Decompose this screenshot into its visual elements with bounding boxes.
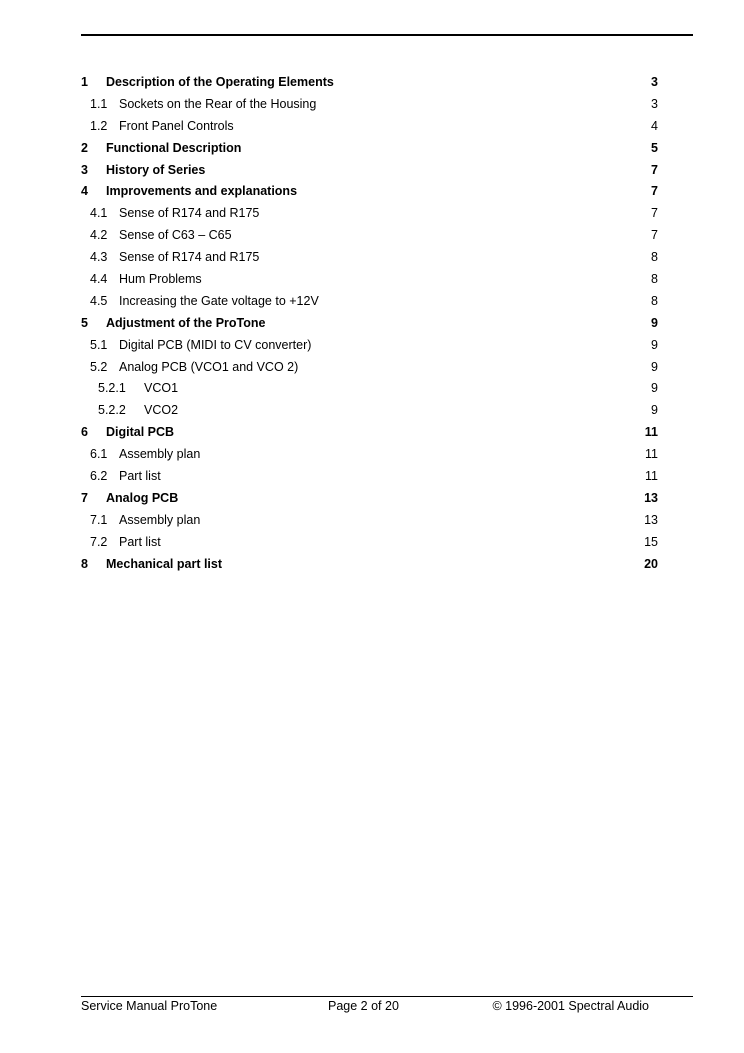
toc-entry-page: 7 bbox=[651, 228, 658, 243]
toc-entry[interactable] bbox=[81, 116, 658, 138]
toc-entry-num: 5 bbox=[81, 315, 88, 330]
toc-entry-title: Increasing the Gate voltage to +12V bbox=[119, 293, 319, 308]
toc-entry-num: 4.3 bbox=[90, 250, 108, 265]
toc-entry[interactable] bbox=[81, 554, 658, 576]
toc-entry-page: 11 bbox=[644, 425, 658, 440]
toc-entry-page: 9 bbox=[651, 359, 658, 374]
toc-entry-page: 5 bbox=[651, 140, 658, 155]
toc-entry[interactable] bbox=[81, 510, 658, 532]
toc-entry-num: 1.2 bbox=[90, 118, 108, 133]
toc-entry[interactable] bbox=[81, 466, 658, 488]
toc-entry-page: 13 bbox=[644, 512, 658, 527]
toc-entry[interactable] bbox=[81, 291, 658, 313]
toc-entry-page: 9 bbox=[651, 337, 658, 352]
toc-entry-title: Sense of R174 and R175 bbox=[119, 250, 260, 265]
footer-copyright: © 1996-2001 Spectral Audio bbox=[492, 999, 649, 1013]
toc-entry[interactable] bbox=[81, 444, 658, 466]
toc-entry[interactable] bbox=[81, 138, 658, 160]
toc-entry-page: 7 bbox=[651, 184, 658, 199]
toc-entry-num: 6.2 bbox=[90, 469, 108, 484]
toc-entry[interactable] bbox=[81, 532, 658, 554]
toc-entry[interactable] bbox=[81, 94, 658, 116]
toc-entry-num: 5.1 bbox=[90, 337, 108, 352]
toc-entry-title: VCO1 bbox=[144, 381, 179, 396]
toc-entry-page: 4 bbox=[651, 118, 658, 133]
toc-entry-title: VCO2 bbox=[144, 403, 179, 418]
toc-entry-title: Analog PCB (VCO1 and VCO 2) bbox=[119, 359, 299, 374]
toc-entry-title: Front Panel Controls bbox=[119, 118, 234, 133]
toc-entry[interactable] bbox=[81, 225, 658, 247]
toc-entry-num: 5.2 bbox=[90, 359, 108, 374]
toc-entry-page: 8 bbox=[651, 272, 658, 287]
toc-entry-num: 1 bbox=[81, 75, 88, 89]
toc-entry-page: 8 bbox=[651, 250, 658, 265]
toc-entry-title: Analog PCB bbox=[106, 490, 179, 505]
toc-entry[interactable] bbox=[81, 488, 658, 510]
header-rule bbox=[81, 34, 693, 36]
toc-entry-num: 8 bbox=[81, 556, 88, 571]
toc-entry-num: 4.4 bbox=[90, 272, 108, 287]
toc-entry-page: 9 bbox=[651, 403, 658, 418]
toc-entry-title: Digital PCB bbox=[106, 425, 175, 440]
toc-entry-title: Description of the Operating Elements bbox=[106, 75, 334, 89]
toc-entry-num: 5.2.1 bbox=[98, 381, 126, 396]
toc-entry-page: 3 bbox=[651, 75, 658, 89]
toc-entry-page: 11 bbox=[645, 469, 658, 484]
toc-entry-num: 4.1 bbox=[90, 206, 108, 221]
toc-entry-page: 9 bbox=[651, 315, 658, 330]
toc-entry-title: Assembly plan bbox=[119, 512, 201, 527]
toc-entry-num: 7.1 bbox=[90, 512, 108, 527]
toc-entry-page: 13 bbox=[644, 490, 658, 505]
toc-entry[interactable] bbox=[81, 357, 658, 379]
toc-entry[interactable] bbox=[81, 378, 658, 400]
toc-entry-num: 7 bbox=[81, 490, 88, 505]
toc-entry-title: Digital PCB (MIDI to CV converter) bbox=[119, 337, 312, 352]
toc-entry[interactable] bbox=[81, 422, 658, 444]
toc-entry[interactable] bbox=[81, 313, 658, 335]
toc-entry-title: History of Series bbox=[106, 162, 206, 177]
toc-entry-title: Sense of C63 – C65 bbox=[119, 228, 232, 243]
toc-entry-page: 11 bbox=[645, 447, 658, 462]
toc-entry-title: Part list bbox=[119, 534, 161, 549]
toc-entry-page: 15 bbox=[644, 534, 658, 549]
toc-entry-title: Sense of R174 and R175 bbox=[119, 206, 260, 221]
toc-entry-num: 2 bbox=[81, 140, 88, 155]
toc-entry-title: Part list bbox=[119, 469, 161, 484]
toc-entry-num: 7.2 bbox=[90, 534, 108, 549]
toc-entry-title: Functional Description bbox=[106, 140, 242, 155]
toc-entry-page: 20 bbox=[644, 556, 658, 571]
toc-entry-page: 3 bbox=[651, 96, 658, 111]
toc-entry-num: 4.5 bbox=[90, 293, 108, 308]
toc-entry[interactable] bbox=[81, 247, 658, 269]
toc-entry-title: Hum Problems bbox=[119, 272, 202, 287]
toc-entry[interactable] bbox=[81, 181, 658, 203]
toc-entry[interactable] bbox=[81, 269, 658, 291]
toc-entry-num: 6.1 bbox=[90, 447, 108, 462]
toc-entry[interactable] bbox=[81, 400, 658, 422]
toc-entry-title: Assembly plan bbox=[119, 447, 201, 462]
toc-entry-page: 9 bbox=[651, 381, 658, 396]
toc-entry-page: 7 bbox=[651, 206, 658, 221]
toc-entry-num: 1.1 bbox=[90, 96, 108, 111]
toc-entry-page: 8 bbox=[651, 293, 658, 308]
toc-entry[interactable] bbox=[81, 335, 658, 357]
toc-entry-page: 7 bbox=[651, 162, 658, 177]
footer-document-title: Service Manual ProTone bbox=[81, 999, 218, 1013]
toc-entry-num: 3 bbox=[81, 162, 88, 177]
toc-entry-num: 4 bbox=[81, 184, 88, 199]
toc-entry-title: Adjustment of the ProTone bbox=[106, 315, 266, 330]
toc-entry-title: Improvements and explanations bbox=[106, 184, 298, 199]
table-of-contents bbox=[81, 72, 658, 575]
toc-entry-num: 5.2.2 bbox=[98, 403, 126, 418]
toc-entry-title: Sockets on the Rear of the Housing bbox=[119, 96, 317, 111]
footer-rule bbox=[81, 996, 693, 997]
toc-entry[interactable] bbox=[81, 203, 658, 225]
toc-entry[interactable] bbox=[81, 72, 658, 94]
toc-entry-num: 4.2 bbox=[90, 228, 108, 243]
toc-entry[interactable] bbox=[81, 160, 658, 182]
toc-entry-title: Mechanical part list bbox=[106, 556, 223, 571]
toc-entry-num: 6 bbox=[81, 425, 88, 440]
footer-page-number: Page 2 of 20 bbox=[328, 999, 399, 1013]
